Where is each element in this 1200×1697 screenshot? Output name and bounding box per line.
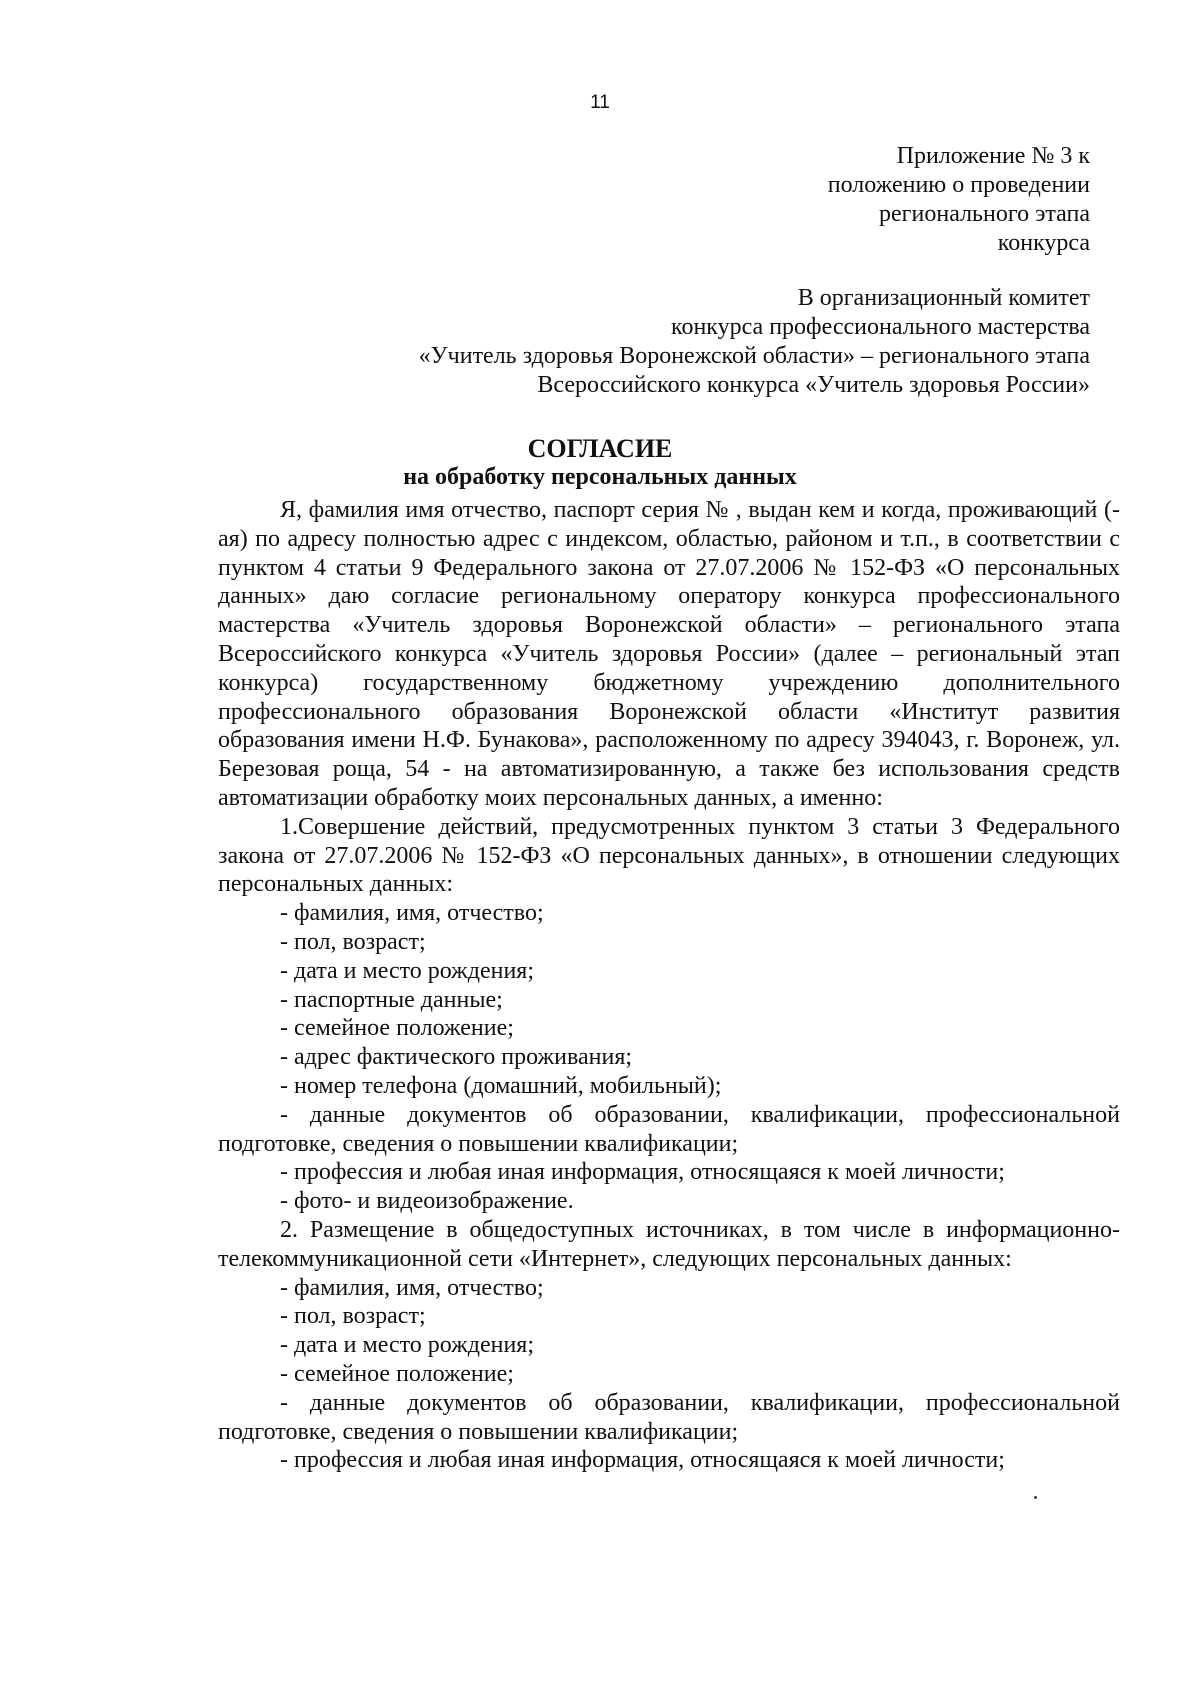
appendix-line: положению о проведении bbox=[827, 172, 1090, 198]
title-main: СОГЛАСИЕ bbox=[527, 434, 673, 463]
appendix-line: регионального этапа bbox=[879, 201, 1090, 227]
list-item: - данные документов об образовании, квалификации, профессиональной подготовке, сведения о повышении квалификации; bbox=[218, 1389, 1120, 1445]
list-item: - пол, возраст; bbox=[280, 1303, 426, 1330]
list-item: - семейное положение; bbox=[280, 1360, 514, 1387]
list-item: - фамилия, имя, отчество; bbox=[280, 900, 544, 927]
list-item: - дата и место рождения; bbox=[280, 957, 535, 984]
appendix-line: Приложение № 3 к bbox=[896, 143, 1090, 169]
scan-speck bbox=[1034, 1496, 1037, 1499]
addressee-line: Всероссийского конкурса «Учитель здоровья России» bbox=[537, 372, 1090, 398]
list-item: - фото- и видеоизображение. bbox=[280, 1188, 574, 1215]
intro-paragraph: Я, фамилия имя отчество, паспорт серия № , выдан кем и когда, проживающий (-ая) по адресу полностью адрес с индексом, областью, районом и т.п., в соответствии с пунктом 4 статьи 9 Федерального закона от 27.07.2006 № 152-ФЗ «О персональных данных» даю согласие региональному оператору конкурса профессионального мастерства «Учитель здоровья Воронежской области» – регионального этапа Всероссийского конкурса «Учитель здоровья России» (далее – региональный этап конкурса) государственному бюджетному учреждению дополнительного профессионального образования Воронежской области «Институт развития образования имени Н.Ф. Бунакова», расположенному по адресу 394043, г. Воронеж, ул. Березовая роща, 54 - на автоматизированную, а также без использования средств автоматизации обработку моих персональных данных, а именно: bbox=[218, 497, 1120, 811]
list-item: - номер телефона (домашний, мобильный); bbox=[280, 1072, 722, 1099]
consent-body bbox=[218, 496, 1120, 1475]
addressee-line: В организационный комитет bbox=[797, 285, 1090, 311]
document-title bbox=[0, 434, 1200, 492]
section-1-heading: 1.Совершение действий, предусмотренных пунктом 3 статьи 3 Федерального закона от 27.07.2006 № 152-ФЗ «О персональных данных», в отношении следующих персональных данных: bbox=[218, 813, 1120, 898]
list-item: - фамилия, имя, отчество; bbox=[280, 1274, 544, 1301]
list-item: - данные документов об образовании, квалификации, профессиональной подготовке, сведения о повышении квалификации; bbox=[218, 1101, 1120, 1157]
addressee-line: конкурса профессионального мастерства bbox=[671, 314, 1090, 340]
list-item: - паспортные данные; bbox=[280, 986, 503, 1013]
list-item: - профессия и любая иная информация, относящаяся к моей личности; bbox=[280, 1447, 1005, 1474]
title-subtitle: на обработку персональных данных bbox=[403, 464, 797, 490]
appendix-note bbox=[828, 142, 1090, 258]
appendix-line: конкурса bbox=[997, 230, 1090, 256]
addressee-line: «Учитель здоровья Воронежской области» – регионального этапа bbox=[418, 343, 1090, 369]
list-item: - адрес фактического проживания; bbox=[280, 1044, 633, 1071]
list-item: - профессия и любая иная информация, относящаяся к моей личности; bbox=[280, 1159, 1005, 1186]
addressee-block bbox=[419, 284, 1090, 400]
list-item: - семейное положение; bbox=[280, 1015, 514, 1042]
list-item: - пол, возраст; bbox=[280, 928, 426, 955]
page-number: 11 bbox=[590, 92, 610, 113]
section-2-heading: 2. Размещение в общедоступных источниках, в том числе в информационно-телекоммуникационной сети «Интернет», следующих персональных данных: bbox=[218, 1216, 1120, 1272]
list-item: - дата и место рождения; bbox=[280, 1332, 535, 1359]
